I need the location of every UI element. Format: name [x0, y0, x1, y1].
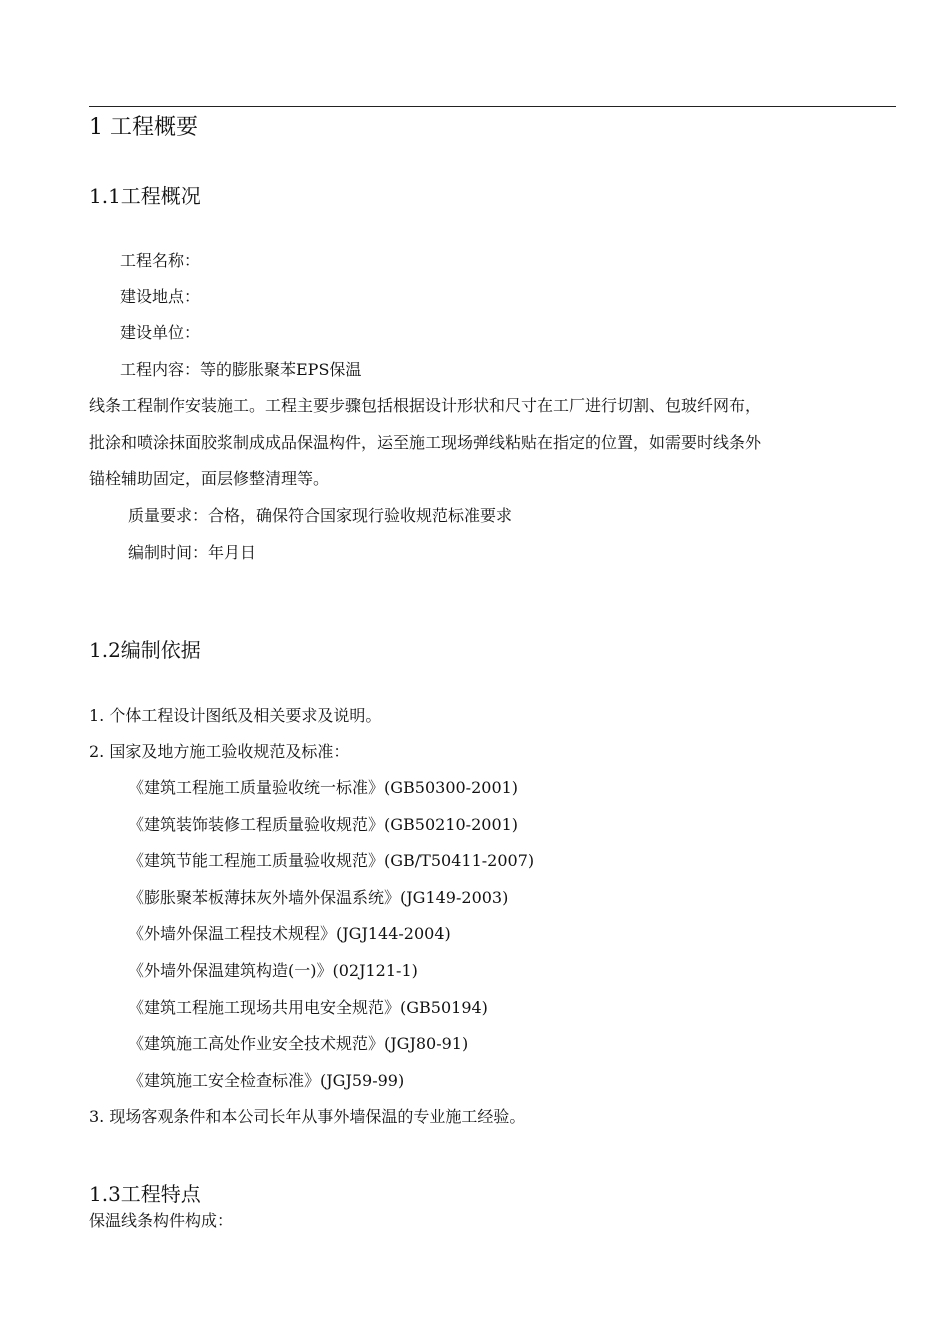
- basis-item-3: 3. 现场客观条件和本公司长年从事外墙保温的专业施工经验。: [89, 1107, 526, 1126]
- section-1-1-heading: 1.1工程概况: [89, 184, 201, 208]
- standard-item: 《膨胀聚苯板薄抹灰外墙外保温系统》(JG149-2003): [128, 888, 509, 907]
- project-name-label: 工程名称：: [120, 251, 201, 270]
- header-rule: [89, 106, 896, 107]
- standard-item: 《外墙外保温工程技术规程》(JGJ144-2004): [128, 924, 451, 943]
- section-1-3-heading: 1.3工程特点: [89, 1182, 201, 1206]
- section-1-3-line: 保温线条构件构成：: [89, 1211, 234, 1230]
- section-1-2-heading: 1.2编制依据: [89, 638, 201, 662]
- section-1-heading: 1 工程概要: [89, 115, 198, 140]
- standard-item: 《建筑施工高处作业安全技术规范》(JGJ80-91): [128, 1034, 469, 1053]
- project-content-lead: 工程内容：等的膨胀聚苯EPS保温: [120, 360, 362, 379]
- standard-item: 《外墙外保温建筑构造(一)》(02J121-1): [128, 961, 418, 980]
- standard-item: 《建筑施工安全检查标准》(JGJ59-99): [128, 1071, 405, 1090]
- compile-time: 编制时间：年月日: [128, 543, 257, 562]
- basis-item-1: 1. 个体工程设计图纸及相关要求及说明。: [89, 706, 382, 725]
- project-content-line: 线条工程制作安装施工。工程主要步骤包括根据设计形状和尺寸在工厂进行切割、包玻纤网布，: [89, 396, 762, 415]
- standard-item: 《建筑工程施工质量验收统一标准》(GB50300-2001): [128, 778, 519, 797]
- quality-requirement: 质量要求：合格，确保符合国家现行验收规范标准要求: [128, 506, 513, 525]
- project-content-line: 批涂和喷涂抹面胶浆制成成品保温构件，运至施工现场弹线粘贴在指定的位置，如需要时线条外: [89, 433, 762, 452]
- build-location-label: 建设地点：: [120, 287, 201, 306]
- basis-item-2: 2. 国家及地方施工验收规范及标准：: [89, 742, 350, 761]
- build-unit-label: 建设单位：: [120, 323, 201, 342]
- standard-item: 《建筑节能工程施工质量验收规范》(GB/T50411-2007): [128, 851, 535, 870]
- standard-item: 《建筑工程施工现场共用电安全规范》(GB50194): [128, 998, 488, 1017]
- standard-item: 《建筑装饰装修工程质量验收规范》(GB50210-2001): [128, 815, 519, 834]
- project-content-line: 锚栓辅助固定，面层修整清理等。: [89, 469, 330, 488]
